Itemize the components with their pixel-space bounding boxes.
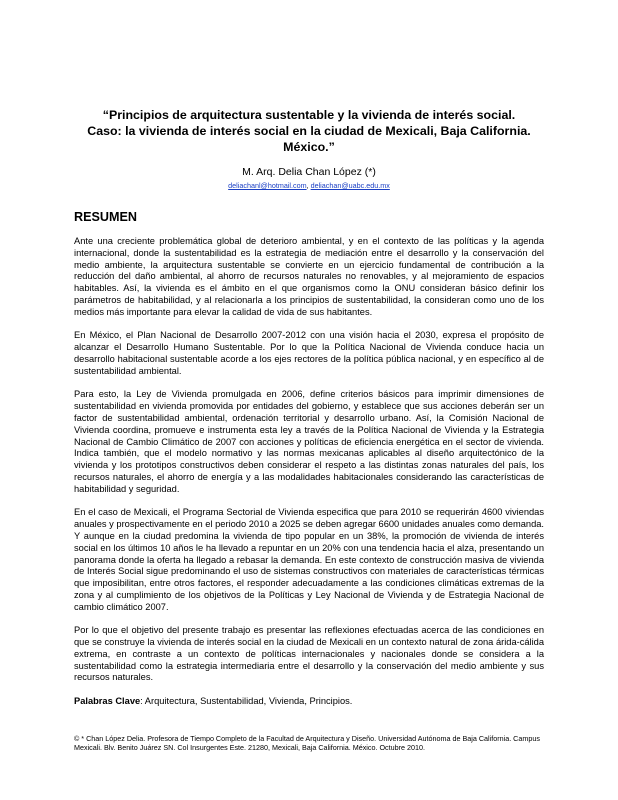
keywords-line [74, 696, 544, 708]
paragraph-4: En el caso de Mexicali, el Programa Sectorial de Vivienda especifica que para 2010 se requerirán 4600 viviendas anuales y prospectivamente en el periodo 2010 a 2025 se deben agregar 6600 unidades anuales como demanda. Y aunque en la ciudad predomina la vivienda de tipo popular en un 38%, la promoción de vivienda de interés social en los últimos 10 años le ha llevado a repuntar en un 20% con una tendencia hacia el alza, presentando un panorama donde la oferta ha llegado a rebasar la demanda. En este contexto de construcción masiva de vivienda de Interés Social sigue predominando el uso de sistemas constructivos con materiales de características térmicas que imposibilitan, entre otros factores, el responder adecuadamente a las condiciones climáticas extremas de la zona y al cumplimiento de los objetivos de la Políticas y Ley Nacional de Vivienda y de Estrategia Nacional de cambio climático 2007. [74, 507, 544, 612]
paragraph-5: Por lo que el objetivo del presente trabajo es presentar las reflexiones efectuadas acerca de las condiciones en que se construye la vivienda de interés social en la ciudad de Mexicali en un contexto natural de zona árida-cálida extrema, en contraste a un contexto de políticas internacionales y nacionales donde se considera a la sustentabilidad como la estrategia intermediaria entre el desarrollo y la conservación del medio ambiente y sus recursos naturales. [74, 625, 544, 683]
title-line-2: Caso: la vivienda de interés social en la ciudad de Mexicali, Baja California. [87, 124, 531, 138]
paragraph-3: Para esto, la Ley de Vivienda promulgada en 2006, define criterios básicos para imprimir dimensiones de sustentabilidad en vivienda promovida por entidades del gobierno, y establece que sus acciones deberán ser un factor de sustentabilidad ambiental, ordenación territorial y desarrollo urbano. Así, la Comisión Nacional de Vivienda coordina, promueve e instrumenta esta ley a través de la Política Nacional de Vivienda y la Estrategia Nacional de Cambio Climático de 2007 con acciones y políticas de eficiencia energética en el sector de vivienda. Indica también, que el modelo normativo y las normas mexicanas aplicables al diseño arquitectónico de la vivienda y los prototipos constructivos deben considerar el respeto a las distintas zonas naturales del país, los recursos naturales, el ahorro de energía y a las modalidades habitacionales considerando las características de habitabilidad y seguridad. [74, 389, 544, 494]
keywords-label: Palabras Clave [74, 696, 141, 707]
email-separator: , [306, 181, 311, 190]
author-footnote: © * Chan López Delia. Profesora de Tiempo Completo de la Facultad de Arquitectura y Diseño. Universidad Autónoma de Baja California. Campus Mexicali. Blv. Benito Juárez SN. Col Insurgentes Este. 21280, Mexicali, Baja California. México. Octubre 2010. [74, 734, 540, 753]
keywords-text: : Arquitectura, Sustentabilidad, Vivienda, Principios. [140, 696, 353, 707]
title-line-1: “Principios de arquitectura sustentable y la vivienda de interés social. [102, 108, 516, 122]
author-name: M. Arq. Delia Chan López (*) [242, 166, 376, 178]
email-link-2[interactable]: deliachan@uabc.edu.mx [310, 181, 390, 190]
title-line-3: México.” [283, 140, 335, 154]
paragraph-2: En México, el Plan Nacional de Desarrollo 2007-2012 con una visión hacia el 2030, expresa el propósito de alcanzar el Desarrollo Humano Sustentable. Por lo que la Política Nacional de Vivienda conduce hacia un desarrollo habitacional sustentable acorde a los ejes rectores de la política pública nacional, y en específico al de sustentabilidad ambiental. [74, 330, 544, 376]
author-emails [74, 181, 544, 190]
abstract-body [74, 236, 544, 720]
paragraph-1: Ante una creciente problemática global de deterioro ambiental, y en el contexto de las políticas y la agenda internacional, donde la sustentabilidad es la estrategia de mediación entre el desarrollo y la conservación del medio ambiente, la arquitectura sustentable se convierte en un ejercicio fundamental de contribución a la reducción del daño ambiental, al ahorro de recursos naturales no renovables, y al mejoramiento de espacios habitables. Así, la vivienda es el ámbito en el que organismos como la ONU consideran básico definir los parámetros de habitabilidad, y al relacionarla a los principios de sustentabilidad, la consideran como uno de los medios más importante para elevar la calidad de vida de sus habitantes. [74, 236, 544, 317]
section-heading: RESUMEN [74, 210, 137, 224]
paper-title [74, 107, 544, 155]
email-link-1[interactable]: deliachanl@hotmail.com [228, 181, 307, 190]
